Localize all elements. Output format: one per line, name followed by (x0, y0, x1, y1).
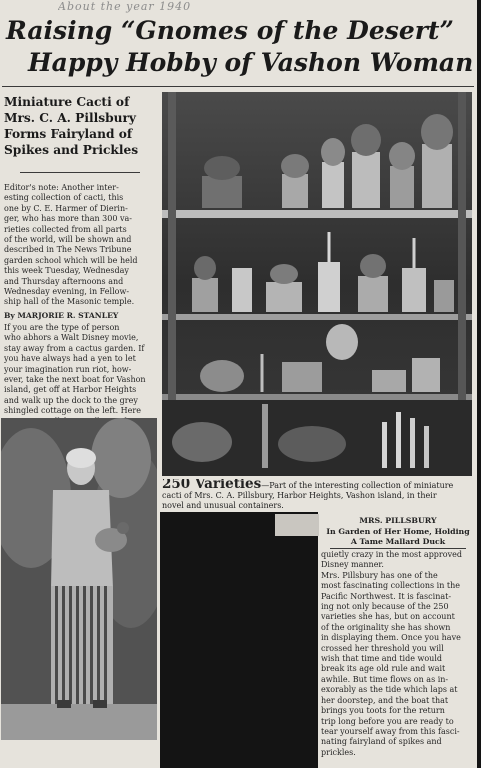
text-line: crossed her threshold you will (321, 643, 444, 653)
caption-line: novel and unusual containers. (162, 501, 284, 510)
text-line: her doorstep, and the boat that (321, 695, 449, 705)
subhead-line: Mrs. C. A. Pillsbury (4, 111, 136, 125)
text-line: of the world, will be shown and (4, 235, 132, 245)
text-line: ship hall of the Masonic temple. (4, 297, 135, 307)
text-line: wish that time and tide would (321, 654, 442, 664)
text-line: Disney manner. (321, 560, 384, 570)
text-line: who abhors a Walt Disney movie, (4, 333, 139, 343)
text-line: esting collection of cacti, this (4, 193, 124, 203)
caption-line: In Garden of Her Home, Holding (326, 526, 470, 536)
text-line: and Thursday afternoons and (4, 276, 124, 286)
text-line: break its age old rule and wait (321, 664, 446, 674)
text-line: prickles. (321, 747, 356, 757)
handwritten-date-note: About the year 1940 (58, 0, 192, 13)
subhead-line: Spikes and Prickles (4, 143, 139, 157)
text-line: one by C. E. Harmer of Dierin- (4, 203, 128, 213)
subhead-rule (20, 172, 140, 173)
text-line: awhile. But time flows on as in- (321, 674, 449, 684)
text-line: trip long before you are ready to (321, 716, 454, 726)
text-line: you have always had a yen to let (4, 354, 136, 364)
headline-line-2: Happy Hobby of Vashon Woman (28, 48, 474, 77)
text-line: Mrs. Pillsbury has one of the (321, 570, 438, 580)
subhead-line: Forms Fairyland of (4, 127, 133, 141)
text-line: ever, take the next boat for Vashon (4, 375, 146, 385)
text-line: ing not only because of the 250 (321, 602, 449, 612)
main-photo-caption (162, 479, 476, 511)
text-line: exorably as the tide which laps at (321, 685, 458, 695)
caption-lead: 250 Varieties (162, 479, 262, 491)
mrs-pillsbury-photo (1, 418, 157, 740)
text-line: described in The News Tribune (4, 245, 132, 255)
text-line: If you are the type of person (4, 323, 120, 332)
text-line: rieties collected from all parts (4, 224, 127, 234)
subheadline (4, 94, 156, 158)
headline-line-1: Raising “Gnomes of the Desert” (6, 16, 454, 45)
text-line: in displaying them. Once you have (321, 633, 461, 643)
article-right-column (321, 550, 475, 758)
text-line: of the originality she has shown (321, 622, 451, 632)
caption-rule (330, 548, 466, 549)
text-line: Editor's note: Another inter- (4, 183, 119, 192)
text-line: and walk up the dock to the grey (4, 395, 138, 405)
caption-line: MRS. PILLSBURY (359, 516, 437, 525)
editors-note (4, 183, 156, 308)
caption-text: —Part of the interesting collection of miniature (261, 481, 454, 490)
text-line: this week Tuesday, Wednesday (4, 266, 129, 276)
headline-rule (2, 86, 474, 87)
text-line: stay away from a cactus garden. If (4, 343, 145, 353)
caption-line (162, 479, 476, 491)
text-line: tear yourself away from this fasci- (321, 726, 460, 736)
blank-dark-photo-area (160, 512, 318, 768)
text-line: ger, who has more than 300 va- (4, 214, 132, 224)
text-line: varieties she has, but on account (321, 612, 455, 622)
text-line: island, get off at Harbor Heights (4, 385, 137, 395)
text-line: Wednesday evening, in Fellow- (4, 287, 130, 297)
caption-line: A Tame Mallard Duck (350, 537, 446, 546)
caption-line: cacti of Mrs. C. A. Pillsbury, Harbor Heights, Vashon island, in their (162, 491, 437, 500)
text-line: nating fairyland of spikes and (321, 737, 442, 747)
text-line: quietly crazy in the most approved (321, 550, 462, 559)
text-line: garden school which will be held (4, 255, 138, 265)
byline: By MARJORIE R. STANLEY (4, 311, 119, 320)
text-line: Pacific Northwest. It is fascinat- (321, 591, 452, 601)
printed-stamp (275, 514, 319, 536)
text-line: shingled cottage on the left. Here (4, 406, 141, 416)
text-line: your imagination run riot, how- (4, 364, 132, 374)
subhead-line: Miniature Cacti of (4, 95, 130, 109)
cacti-collection-photo (162, 92, 472, 476)
text-line: most fascinating collections in the (321, 581, 461, 591)
text-line: brings you toots for the return (321, 706, 445, 716)
duck-photo-caption (320, 516, 476, 548)
